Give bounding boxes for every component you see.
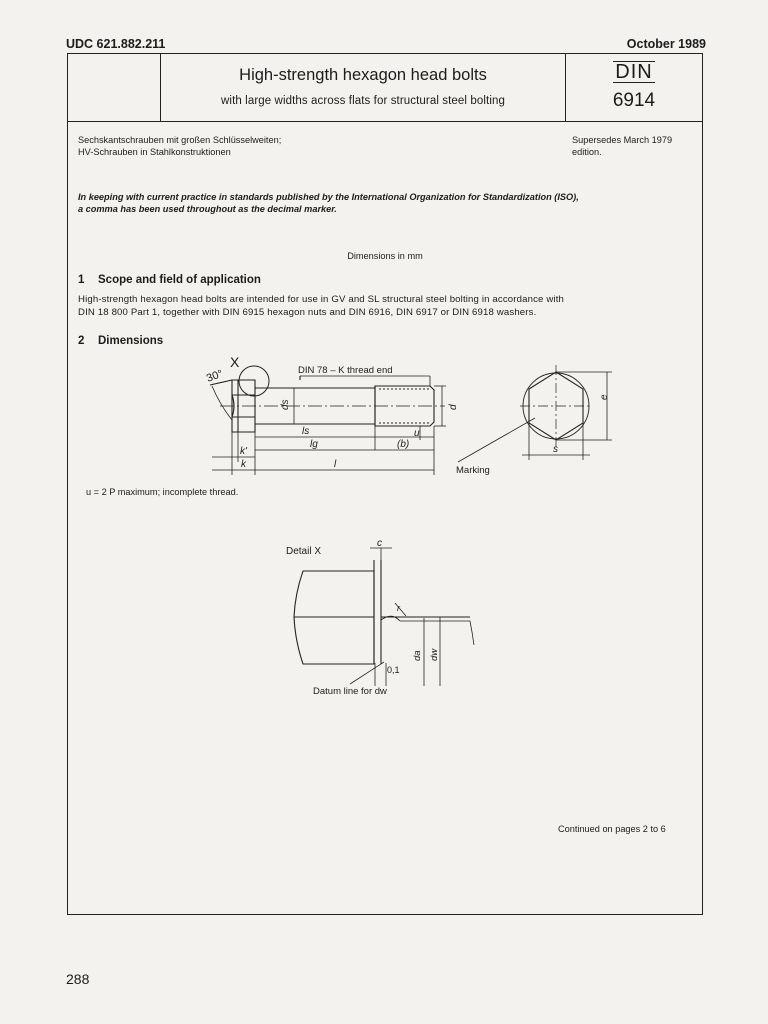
header-divider	[67, 121, 703, 122]
angle-label: 30°	[204, 367, 225, 385]
dw-label: dw	[429, 648, 440, 661]
din-logo-text: DIN	[615, 61, 653, 83]
detail-label-text: Detail X	[286, 546, 322, 557]
marking-label: Marking	[456, 465, 490, 476]
d-label: d	[448, 404, 459, 410]
decimal-marker-note	[78, 191, 698, 215]
thread-note: u = 2 P maximum; incomplete thread.	[86, 487, 239, 497]
b-label: (b)	[397, 439, 410, 450]
e-label: e	[599, 394, 610, 400]
paragraph-line: High-strength hexagon head bolts are intended for use in GV and SL structural steel bolting in accordance with	[78, 294, 564, 305]
supersedes-note: Supersedes March 1979	[572, 135, 673, 145]
s-label: s	[553, 444, 558, 455]
section-1-heading	[78, 274, 261, 286]
distance-label: 0,1	[387, 665, 400, 675]
section-title: Dimensions	[98, 335, 164, 347]
publication-date: October 1989	[626, 37, 706, 51]
section-title: Scope and field of application	[98, 274, 261, 286]
ds-label: ds	[280, 399, 291, 410]
dimensions-unit-label: Dimensions in mm	[347, 251, 423, 261]
din-logo	[566, 61, 702, 84]
da-label: da	[412, 650, 423, 661]
page-number: 288	[66, 971, 90, 987]
document-subtitle: with large widths across flats for structural steel bolting	[221, 95, 505, 107]
detail-marker: X	[230, 354, 240, 370]
continuation-note: Continued on pages 2 to 6	[558, 824, 666, 834]
udc-code: UDC 621.882.211	[66, 37, 166, 51]
k-label: k	[241, 459, 246, 470]
section-1-paragraph	[78, 293, 700, 319]
page-frame	[67, 53, 703, 915]
german-title-line: HV-Schrauben in Stahlkonstruktionen	[78, 147, 231, 157]
note-line: In keeping with current practice in standards published by the International Organization for Standardization (ISO),	[78, 192, 579, 202]
supersedes-note: edition.	[572, 147, 602, 157]
document-title: High-strength hexagon head bolts	[239, 66, 487, 84]
k-prime-label: k'	[240, 446, 247, 457]
r-label: r	[397, 603, 400, 613]
note-line: a comma has been used throughout as the decimal marker.	[78, 204, 337, 214]
l-label: l	[334, 459, 337, 470]
c-label: c	[377, 538, 382, 549]
datum-line-label: Datum line for dw	[313, 686, 387, 697]
din-number: 6914	[612, 90, 656, 111]
section-number: 2	[78, 335, 85, 347]
section-2-heading	[78, 335, 163, 347]
lg-label: lg	[310, 439, 318, 450]
u-label: u	[414, 428, 420, 439]
thread-end-label: DIN 78 – K thread end	[298, 365, 393, 376]
header-divider-left	[160, 53, 161, 121]
ls-label: ls	[302, 426, 310, 437]
german-title-line: Sechskantschrauben mit großen Schlüsselweiten;	[78, 135, 282, 145]
section-number: 1	[78, 274, 85, 286]
paragraph-line: DIN 18 800 Part 1, together with DIN 6915 hexagon nuts and DIN 6916, DIN 6917 or DIN 6918 washers.	[78, 307, 537, 318]
